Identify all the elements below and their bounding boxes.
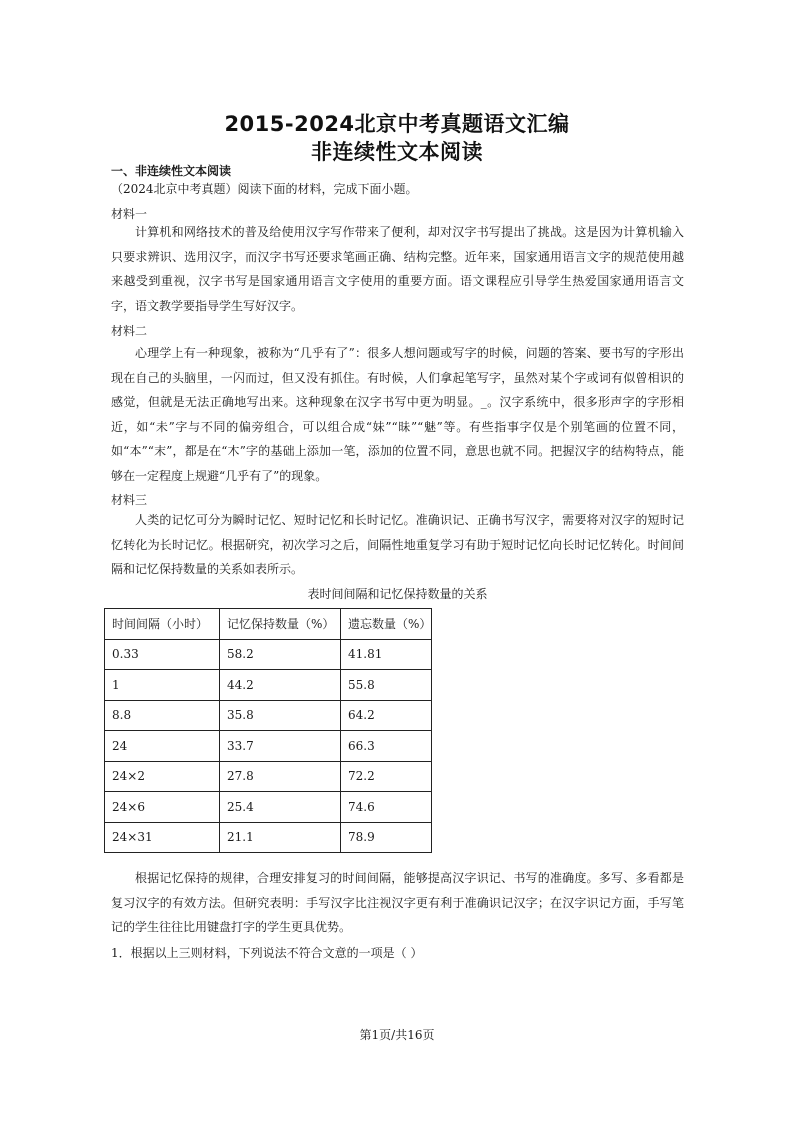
- table-header-cell: 遗忘数量（%）: [341, 609, 432, 640]
- material1-paragraph: 计算机和网络技术的普及给使用汉字写作带来了便利，却对汉字书写提出了挑战。这是因为计算机输入只要求辨识、选用汉字，而汉字书写还要求笔画正确、结构完整。近年来，国家通用语言文字的规范使用越来越受到重视，汉字书写是国家通用语言文字使用的重要方面。语文课程应引导学生热爱国家通用语言文字，语文教学要指导学生写好汉字。: [111, 225, 684, 313]
- table-cell: 1: [105, 670, 220, 701]
- table-cell: 24×2: [105, 761, 220, 792]
- material3-paragraph: 人类的记忆可分为瞬时记忆、短时记忆和长时记忆。准确识记、正确书写汉字，需要将对汉字的短时记忆转化为长时记忆。根据研究，初次学习之后，间隔性地重复学习有助于短时记忆向长时记忆转化。时间间隔和记忆保持数量的关系如表所示。: [111, 513, 684, 576]
- table-row: [105, 761, 432, 792]
- table-header-cell: 记忆保持数量（%）: [220, 609, 341, 640]
- table-cell: 21.1: [220, 822, 341, 853]
- table-cell: 24×6: [105, 792, 220, 823]
- section-heading: 一、非连续性文本阅读: [111, 164, 232, 178]
- page-footer: 第1页/共16页: [359, 1028, 435, 1042]
- table-row: [105, 822, 432, 853]
- intro-line: （2024北京中考真题）阅读下面的材料，完成下面小题。: [111, 182, 418, 196]
- table-cell: 66.3: [341, 731, 432, 762]
- table-header-row: [105, 609, 432, 640]
- document-subtitle: 非连续性文本阅读: [311, 140, 483, 164]
- table-row: [105, 792, 432, 823]
- table-row: [105, 670, 432, 701]
- material2-paragraph: 心理学上有一种现象，被称为“几乎有了”：很多人想问题或写字的时候，问题的答案、要书写的字形出现在自己的头脑里，一闪而过，但又没有抓住。有时候，人们拿起笔写字，虽然对某个字或词有似曾相识的感觉，但就是无法正确地写出来。这种现象在汉字书写中更为明显。_。汉字系统中，很多形声字的字形相近，如“未”字与不同的偏旁组合，可以组合成“妹”“昧”“魅”等。有些指事字仅是个别笔画的位置不同，如“本”“末”，都是在“木”字的基础上添加一笔，添加的位置不同，意思也就不同。把握汉字的结构特点，能够在一定程度上规避“几乎有了”的现象。: [111, 346, 684, 483]
- table-cell: 27.8: [220, 761, 341, 792]
- table-cell: 72.2: [341, 761, 432, 792]
- table-cell: 35.8: [220, 700, 341, 731]
- document-title: 2015-2024北京中考真题语文汇编: [224, 112, 570, 136]
- table-cell: 44.2: [220, 670, 341, 701]
- table-cell: 58.2: [220, 639, 341, 670]
- table-caption: 表时间间隔和记忆保持数量的关系: [307, 587, 488, 601]
- question-1: 1．根据以上三则材料，下列说法不符合文意的一项是（ ）: [111, 946, 423, 960]
- table-header-cell: 时间间隔（小时）: [105, 609, 220, 640]
- memory-table: [104, 608, 432, 853]
- table-row: [105, 731, 432, 762]
- table-row: [105, 639, 432, 670]
- table-cell: 55.8: [341, 670, 432, 701]
- table-cell: 64.2: [341, 700, 432, 731]
- table-cell: 33.7: [220, 731, 341, 762]
- table-row: [105, 700, 432, 731]
- after-table-paragraph: 根据记忆保持的规律，合理安排复习的时间间隔，能够提高汉字识记、书写的准确度。多写、多看都是复习汉字的有效方法。但研究表明：手写汉字比注视汉字更有利于准确识记汉字；在汉字识记方面，手写笔记的学生往往比用键盘打字的学生更具优势。: [111, 871, 684, 934]
- table-cell: 8.8: [105, 700, 220, 731]
- table-cell: 41.81: [341, 639, 432, 670]
- material1-label: 材料一: [111, 207, 148, 221]
- table-cell: 24×31: [105, 822, 220, 853]
- material2-label: 材料二: [111, 324, 148, 338]
- table-cell: 74.6: [341, 792, 432, 823]
- table-cell: 25.4: [220, 792, 341, 823]
- table-cell: 0.33: [105, 639, 220, 670]
- table-cell: 78.9: [341, 822, 432, 853]
- table-cell: 24: [105, 731, 220, 762]
- material3-label: 材料三: [111, 493, 148, 507]
